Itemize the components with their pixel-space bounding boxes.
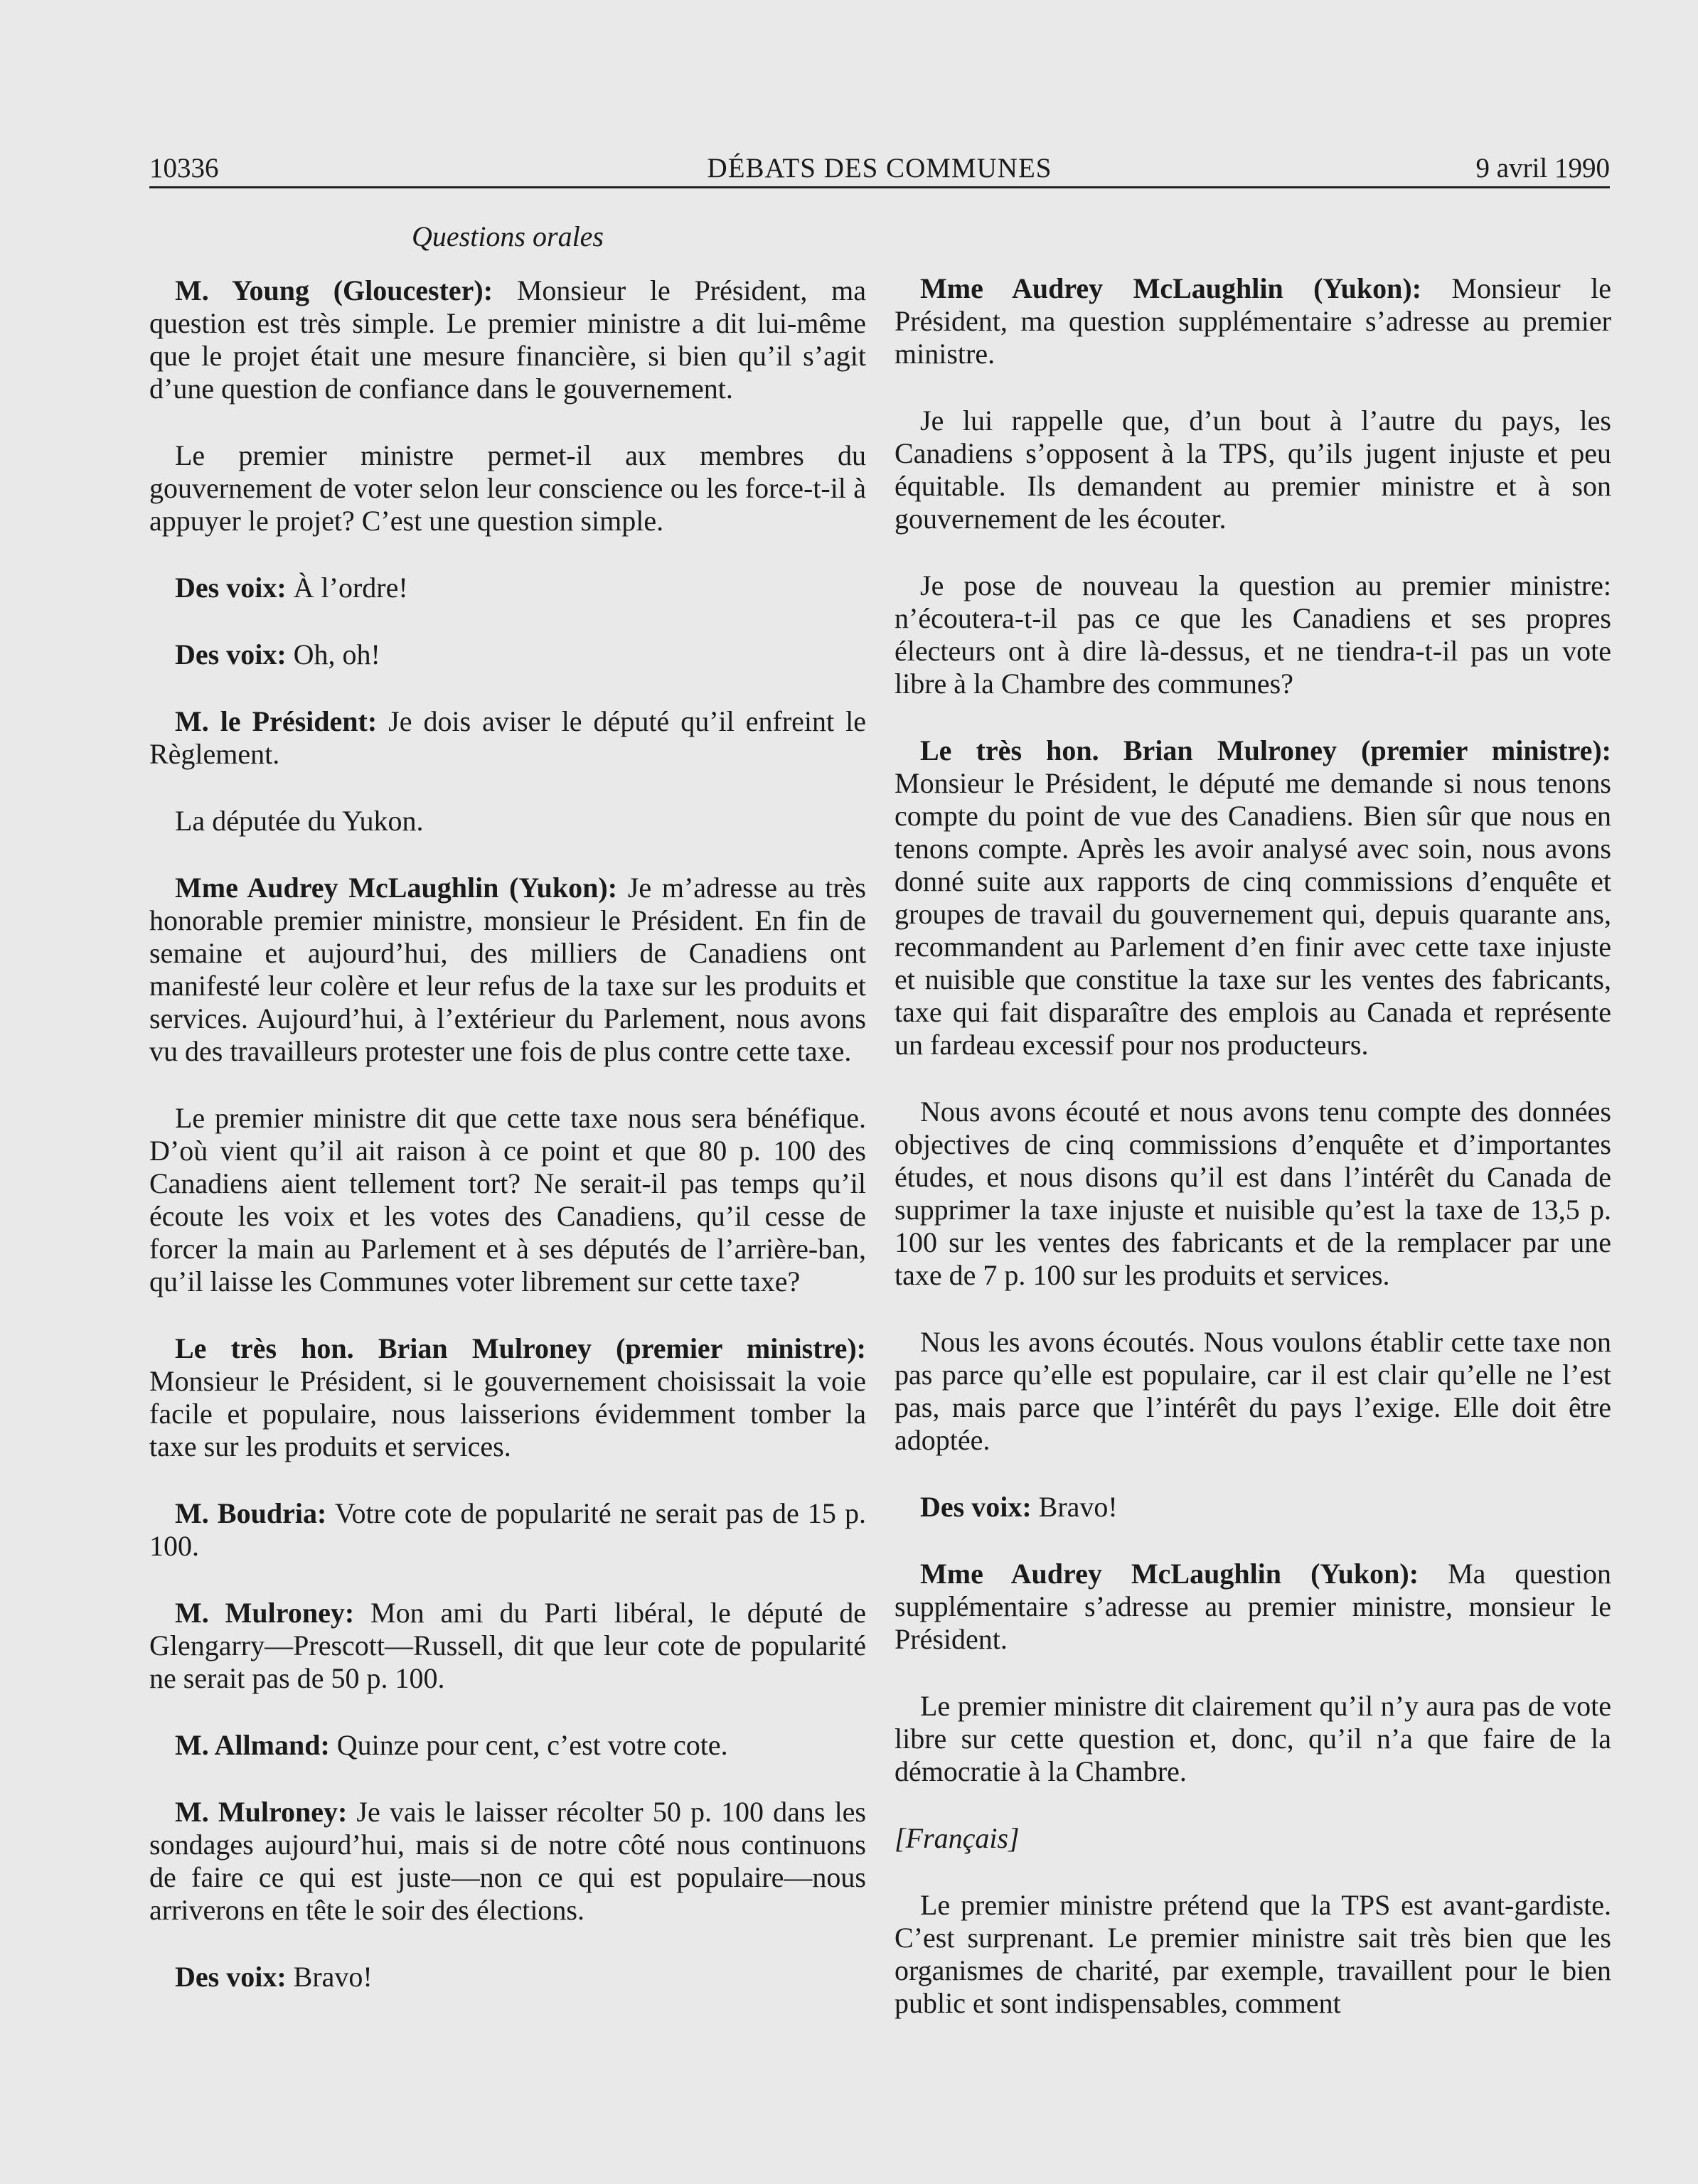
speaker-name: M. Allmand: (175, 1729, 330, 1761)
speech-text: Je lui rappelle que, d’un bout à l’autre du pays, les Canadiens s’opposent à la TPS, qu’ils jugent injuste et peu équitable. Ils demandent au premier ministre et à son gouvernement de les écouter. (895, 405, 1611, 535)
speech-text: Je m’adresse au très honorable premier ministre, monsieur le Président. En fin de semaine et aujourd’hui, des milliers de Canadiens ont manifesté leur colère et leur refus de la taxe sur les produits et services. Aujourd’hui, à l’extérieur du Parlement, nous avons vu des travailleurs protester une fois de plus contre cette taxe. (149, 872, 866, 1067)
speaker-name: Mme Audrey McLaughlin (Yukon): (175, 872, 618, 904)
speech-text: Le premier ministre dit clairement qu’il n’y aura pas de vote libre sur cette question et, donc, qu’il n’a que faire de la démocratie à la Chambre. (895, 1690, 1611, 1787)
speech-paragraph (149, 1332, 866, 1463)
speech-text: Votre cote de popularité ne serait pas de 15 p. 100. (149, 1497, 867, 1562)
speech-text: Quinze pour cent, c’est votre cote. (329, 1729, 728, 1761)
speech-paragraph (149, 1729, 866, 1762)
speaker-name: M. Boudria: (175, 1497, 327, 1529)
speaker-name: M. Mulroney: (175, 1597, 355, 1629)
speech-paragraph (895, 1558, 1611, 1656)
speech-text: Nous les avons écoutés. Nous voulons établir cette taxe non pas parce qu’elle est populaire, car il est clair qu’elle ne l’est pas, mais parce que l’intérêt du pays l’exige. Elle doit être adoptée. (895, 1326, 1611, 1456)
speech-text: Ma question supplémentaire s’adresse au premier ministre, monsieur le Président. (895, 1558, 1611, 1655)
speech-paragraph (895, 1491, 1611, 1524)
speech-text: Bravo! (286, 1961, 373, 1993)
speech-paragraph (149, 872, 866, 1068)
speaker-name: Le très hon. Brian Mulroney (premier ministre): (175, 1332, 866, 1364)
speech-text: Je dois aviser le député qu’il enfreint le Règlement. (149, 705, 866, 770)
speech-paragraph (895, 272, 1611, 370)
speech-paragraph (895, 1326, 1611, 1457)
left-column (149, 213, 866, 2028)
page-number: 10336 (149, 153, 219, 183)
right-column (895, 272, 1611, 2054)
speaker-name: Des voix: (175, 572, 287, 604)
speech-text: Je pose de nouveau la question au premier ministre: n’écoutera-t-il pas ce que les Canadiens et ses propres électeurs ont à dire là-dessus, et ne tiendra-t-il pas un vote libre à la Chambre des communes? (895, 569, 1611, 700)
publication-date: 9 avril 1990 (1475, 153, 1610, 183)
speech-paragraph (895, 569, 1611, 700)
speech-paragraph (149, 1961, 866, 1993)
speech-text: Le premier ministre permet-il aux membres du gouvernement de voter selon leur conscience ou les force-t-il à appuyer le projet? C’est une question simple. (149, 439, 866, 537)
speech-paragraph (895, 1889, 1611, 2020)
speech-paragraph (149, 1796, 866, 1927)
speech-text: Bravo! (1031, 1491, 1118, 1523)
speaker-name: M. Young (Gloucester): (175, 274, 493, 306)
speaker-name: Mme Audrey McLaughlin (Yukon): (920, 272, 1422, 304)
speech-paragraph (149, 1597, 866, 1695)
speech-paragraph (895, 405, 1611, 535)
speaker-name: M. le Président: (175, 705, 378, 737)
speech-text: Nous avons écouté et nous avons tenu compte des données objectives de cinq commissions d’enquête et d’importantes études, et nous disons qu’il est dans l’intérêt du Canada de supprimer la taxe injuste et nuisible qu’est la taxe de 13,5 p. 100 sur les ventes des fabricants et de la remplacer par une taxe de 7 p. 100 sur les produits et services. (895, 1096, 1611, 1291)
speaker-name: Des voix: (175, 1961, 287, 1993)
speaker-name: Des voix: (175, 638, 287, 670)
speech-text: Le premier ministre prétend que la TPS est avant-gardiste. C’est surprenant. Le premier ministre sait très bien que les organismes de charité, par exemple, travaillent pour le bien public et sont indispensables, comment (895, 1889, 1611, 2019)
speech-paragraph (149, 805, 866, 837)
speech-paragraph (895, 1096, 1611, 1292)
speech-text: À l’ordre! (286, 572, 408, 604)
speaker-name: M. Mulroney: (175, 1796, 348, 1828)
speech-text: [Français] (895, 1822, 1020, 1854)
speech-text: La députée du Yukon. (175, 805, 424, 837)
speech-paragraph (895, 734, 1611, 1061)
publication-title: DÉBATS DES COMMUNES (707, 153, 1052, 183)
section-heading: Questions orales (412, 220, 604, 252)
speaker-name: Le très hon. Brian Mulroney (premier ministre): (920, 734, 1611, 766)
speech-paragraph (149, 439, 866, 537)
speech-text: Mon ami du Parti libéral, le député de Glengarry—Prescott—Russell, dit que leur cote de popularité ne serait pas de 50 p. 100. (149, 1597, 866, 1694)
speech-paragraph (895, 1690, 1611, 1788)
page-header (149, 142, 1610, 188)
speech-paragraph (149, 1102, 866, 1298)
speech-text: Oh, oh! (286, 638, 380, 670)
speech-paragraph (149, 638, 866, 671)
language-tag (895, 1822, 1611, 1855)
speech-text: Le premier ministre dit que cette taxe nous sera bénéfique. D’où vient qu’il ait raison à ce point et que 80 p. 100 des Canadiens aient tellement tort? Ne serait-il pas temps qu’il écoute les voix et les votes des Canadiens, qu’il cesse de forcer la main au Parlement et à ses députés de l’arrière-ban, qu’il laisse les Communes voter librement sur cette taxe? (149, 1102, 866, 1297)
speech-text: Monsieur le Président, ma question supplémentaire s’adresse au premier ministre. (895, 272, 1611, 370)
speaker-name: Mme Audrey McLaughlin (Yukon): (920, 1558, 1419, 1590)
speech-paragraph (149, 1497, 866, 1563)
speech-paragraph (149, 572, 866, 604)
speaker-name: Des voix: (920, 1491, 1032, 1523)
speech-text: Monsieur le Président, le député me demande si nous tenons compte du point de vue des Canadiens. Bien sûr que nous en tenons compte. Après les avoir analysé avec soin, nous avons donné suite aux rapports de cinq commissions d’enquête et groupes de travail du gouvernement qui, depuis quarante ans, recommandent au Parlement d’en finir avec cette taxe injuste et nuisible que constitue la taxe sur les ventes des fabricants, taxe qui fait disparaître des emplois au Canada et représente un fardeau excessif pour nos producteurs. (895, 767, 1611, 1061)
speech-text: Monsieur le Président, si le gouvernement choisissait la voie facile et populaire, nous laisserions évidemment tomber la taxe sur les produits et services. (149, 1365, 866, 1462)
speech-text: Je vais le laisser récolter 50 p. 100 dans les sondages aujourd’hui, mais si de notre côté nous continuons de faire ce qui est juste—non ce qui est populaire—nous arriverons en tête le soir des élections. (149, 1796, 866, 1926)
speech-paragraph (149, 274, 866, 405)
speech-text: Monsieur le Président, ma question est très simple. Le premier ministre a dit lui-même que le projet était une mesure financière, si bien qu’il s’agit d’une question de confiance dans le gouvernement. (149, 274, 866, 405)
speech-paragraph (149, 705, 866, 771)
